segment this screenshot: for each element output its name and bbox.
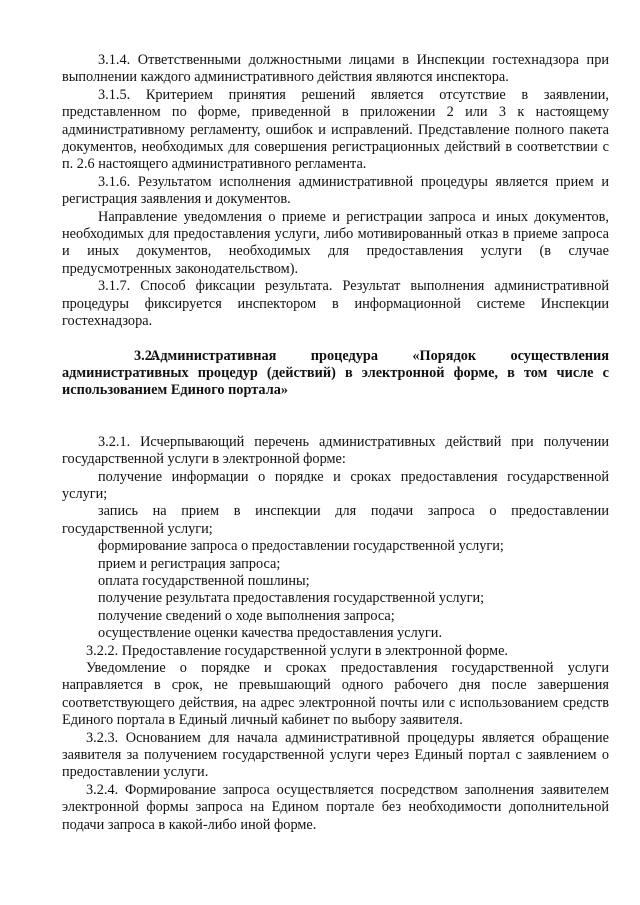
paragraph-notification-deadline: Уведомление о порядке и сроках предоставления государственной услуги направляется в срок, не превышающий одного рабочего дня после завершения соответствующего действия, на адрес электронной почты или с использованием средств Единого портала в Единый личный кабинет по выбору заявителя. <box>62 660 609 729</box>
list-item: оплата государственной пошлины; <box>98 572 310 589</box>
section-number: 3.2. <box>134 347 156 364</box>
paragraph-3-2-4: 3.2.4. Формирование запроса осуществляется посредством заполнения заявителем электронной формы запроса на Едином портале без необходимости дополнительной подачи запроса в какой-либо иной форме. <box>62 781 609 833</box>
paragraph-notification: Направление уведомления о приеме и регистрации запроса и иных документов, необходимых для предоставления услуги, либо мотивированный отказ в приеме запроса и иных документов, необходимых для предоставления услуги (в случае предусмотренных законодательством). <box>62 208 609 277</box>
list-item: прием и регистрация запроса; <box>98 555 281 572</box>
list-item: формирование запроса о предоставлении государственной услуги; <box>98 538 504 555</box>
list-item: запись на прием в инспекции для подачи запроса о предоставлении государственной услуги; <box>62 503 609 537</box>
paragraph-3-2-3: 3.2.3. Основанием для начала административной процедуры является обращение заявителя за получением государственной услуги через Единый портал с заявлением о предоставлении услуги. <box>62 729 609 781</box>
paragraph-3-1-7: 3.1.7. Способ фиксации результата. Результат выполнения административной процедуры фиксируется инспектором в информационной системе Инспекции гостехнадзора. <box>62 278 609 330</box>
list-item: осуществление оценки качества предоставления услуги. <box>98 625 443 642</box>
document-page <box>62 52 609 834</box>
list-item: получение сведений о ходе выполнения запроса; <box>98 607 395 624</box>
section-heading-3-2 <box>62 348 609 400</box>
paragraph-3-1-4: 3.1.4. Ответственными должностными лицами в Инспекции гостехнадзора при выполнении каждого административного действия являются инспектора. <box>62 52 609 86</box>
paragraph-3-2-1: 3.2.1. Исчерпывающий перечень административных действий при получении государственной услуги в электронной форме: <box>62 433 609 468</box>
paragraph-3-1-5: 3.1.5. Критерием принятия решений является отсутствие в заявлении, представленном по форме, приведенной в приложении 2 или 3 к настоящему административному регламенту, ошибок и исправлений. Представление полного пакета документов, необходимых для совершения регистрационных действий в соответствии с п. 2.6 настоящего административного регламента. <box>62 86 609 173</box>
list-item: получение результата предоставления государственной услуги; <box>98 590 485 607</box>
paragraph-3-2-2: 3.2.2. Предоставление государственной услуги в электронной форме. <box>86 642 509 659</box>
section-title: Административная процедура «Порядок осуществления административных процедур (действий) в электронной форме, в том числе с использованием Единого портала» <box>62 347 609 399</box>
list-item: получение информации о порядке и сроках предоставления государственной услуги; <box>62 468 609 502</box>
paragraph-3-1-6: 3.1.6. Результатом исполнения административной процедуры является прием и регистрация заявления и документов. <box>62 173 609 208</box>
